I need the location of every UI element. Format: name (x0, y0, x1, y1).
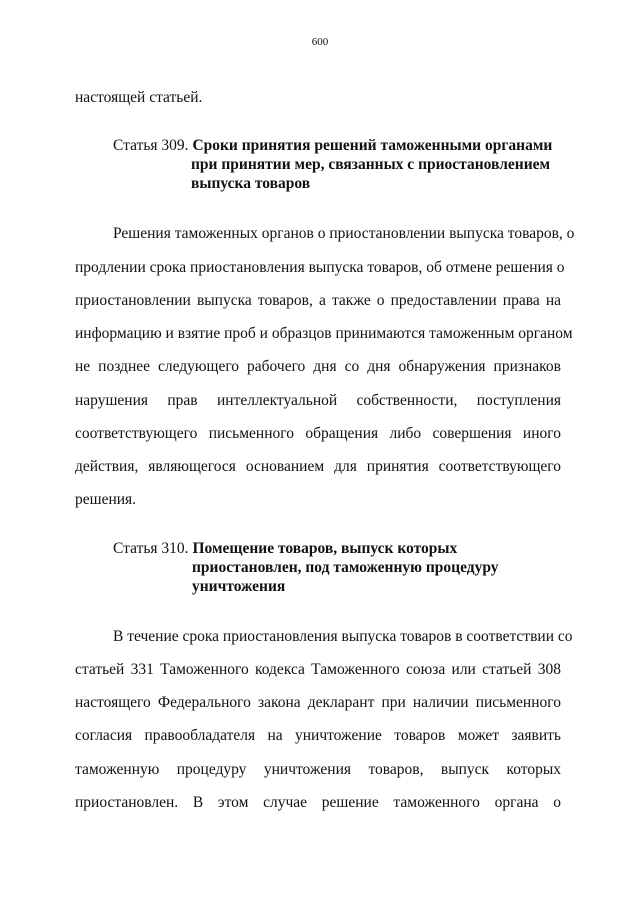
article-310-paragraph-line-2: статьей 331 Таможенного кодекса Таможенного союза или статьей 308 (75, 661, 561, 678)
page-number: 600 (311, 36, 329, 48)
article-309-paragraph-line-8: действия, являющегося основанием для принятия соответствующего (75, 458, 561, 475)
article-309-paragraph-line-5: не позднее следующего рабочего дня со дня обнаружения признаков (75, 358, 561, 375)
article-309-paragraph-line-6: нарушения прав интеллектуальной собственности, поступления (75, 392, 561, 409)
article-310-paragraph-line-4: согласия правообладателя на уничтожение товаров может заявить (75, 727, 561, 744)
article-309-paragraph-line-2: продлении срока приостановления выпуска товаров, об отмене решения о (75, 259, 565, 276)
article-309-number: Статья 309. (113, 137, 189, 154)
article-310-title-line-2: приостановлен, под таможенную процедуру (192, 559, 499, 576)
article-309-heading (113, 136, 552, 193)
article-309-paragraph-line-3: приостановлении выпуска товаров, а также о предоставлении права на (75, 292, 561, 309)
article-310-paragraph-line-6: приостановлен. В этом случае решение таможенного органа о (75, 794, 561, 811)
article-309-paragraph-line-7: соответствующего письменного обращения либо совершения иного (75, 425, 561, 442)
article-310-paragraph-line-5: таможенную процедуру уничтожения товаров, выпуск которых (75, 761, 561, 778)
article-310-title-line-1: Помещение товаров, выпуск которых (192, 540, 458, 557)
lead-line: настоящей статьей. (75, 89, 203, 106)
article-310-heading (113, 539, 499, 596)
article-310-paragraph-line-1: В течение срока приостановления выпуска товаров в соответствии со (113, 628, 573, 645)
article-309-title-line-3: выпуска товаров (191, 175, 311, 192)
article-309-paragraph-line-1: Решения таможенных органов о приостановлении выпуска товаров, о (113, 225, 575, 242)
article-309-title-line-1: Сроки принятия решений таможенными органами (192, 137, 553, 154)
article-310-paragraph-line-3: настоящего Федерального закона декларант при наличии письменного (75, 694, 561, 711)
article-309-paragraph-line-4: информацию и взятие проб и образцов принимаются таможенным органом (75, 325, 573, 342)
article-309-paragraph-line-9: решения. (75, 491, 137, 508)
article-309-title-line-2: при принятии мер, связанных с приостановлением (191, 156, 551, 173)
article-310-title-line-3: уничтожения (192, 578, 286, 595)
article-310-number: Статья 310. (113, 540, 189, 557)
